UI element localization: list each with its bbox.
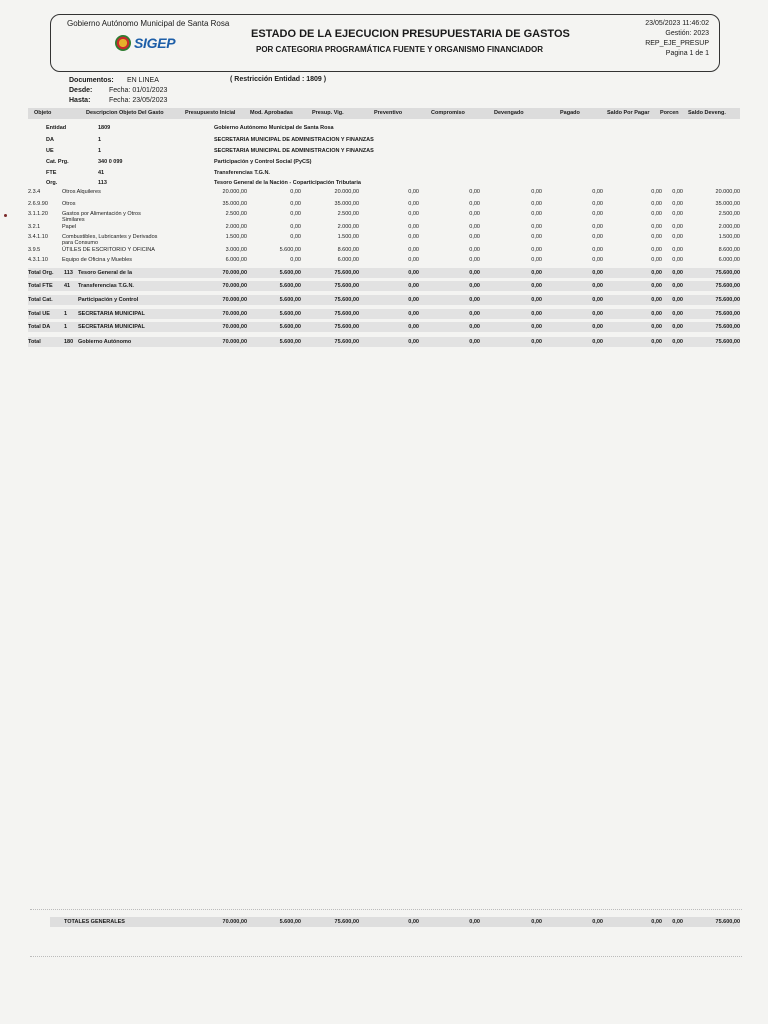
total-row [28,309,740,319]
total-ini: 70.000,00 [222,297,247,303]
cell-comp: 0,00 [469,257,480,263]
cell-sdev: 1.500,00 [718,234,740,240]
total-row [28,281,740,291]
objeto-code: 3.2.1 [28,224,41,230]
cell-sdev: 8.600,00 [718,247,740,253]
total-sdev: 75.600,00 [715,339,740,345]
grand-total-label: TOTALES GENERALES [64,919,125,925]
total-vig: 75.600,00 [334,283,359,289]
cell-vig: 35.000,00 [334,201,359,207]
total-mod: 5.600,00 [279,283,301,289]
total-sdev: 75.600,00 [715,297,740,303]
total-comp: 0,00 [469,339,480,345]
col-porcen: Porcen [660,110,679,116]
total-code: 1 [64,311,68,317]
cell-por: 0,00 [672,189,683,195]
col-descripcion: Descripcion Objeto Del Gasto [86,110,164,116]
total-por: 0,00 [672,297,683,303]
total-dev: 0,00 [531,283,542,289]
cell-comp: 0,00 [469,224,480,230]
heading-label: UE [46,148,54,154]
heading-code: 340 0 099 [98,159,123,165]
total-pag: 0,00 [592,297,603,303]
heading-code: 1809 [98,125,111,131]
report-title: ESTADO DE LA EJECUCION PRESUPUESTARIA DE GASTOS [251,28,570,40]
total-row [28,268,740,278]
logo-text: SIGEP [134,35,176,51]
total-label: Total Cat. [28,297,53,303]
total-code: 180 [64,339,74,345]
grand-total-comp: 0,00 [469,919,480,925]
cell-pag: 0,00 [592,189,603,195]
grand-total-pag: 0,00 [592,919,603,925]
total-prev: 0,00 [408,339,419,345]
total-ini: 70.000,00 [222,324,247,330]
cell-prev: 0,00 [408,189,419,195]
cell-pag: 0,00 [592,211,603,217]
cell-ini: 2.000,00 [225,224,247,230]
report-code: REP_EJE_PRESUP [645,40,709,47]
heading-desc: Gobierno Autónomo Municipal de Santa Rosa [214,125,334,131]
cell-spp: 0,00 [651,189,662,195]
col-preventivo: Preventivo [374,110,403,116]
gasto-description: Otros [62,201,76,207]
total-sdev: 75.600,00 [715,324,740,330]
total-sdev: 75.600,00 [715,311,740,317]
table-header [28,108,740,119]
cell-spp: 0,00 [651,234,662,240]
objeto-code: 4.3.1.10 [28,257,48,263]
total-spp: 0,00 [651,297,662,303]
total-pag: 0,00 [592,339,603,345]
total-label: Total Org. [28,270,54,276]
grand-total-mod: 5.600,00 [279,919,301,925]
report-filters [69,76,167,106]
total-comp: 0,00 [469,297,480,303]
total-spp: 0,00 [651,311,662,317]
entity-name: Gobierno Autónomo Municipal de Santa Rosa [67,19,230,28]
coat-of-arms-icon [115,35,131,51]
objeto-code: 2.6.9.90 [28,201,48,207]
total-vig: 75.600,00 [334,297,359,303]
total-code: 1 [64,324,68,330]
total-dev: 0,00 [531,297,542,303]
sigep-logo [115,35,175,51]
divider [30,909,742,910]
heading-label: FTE [46,170,57,176]
cell-mod: 0,00 [290,257,301,263]
cell-por: 0,00 [672,201,683,207]
cell-mod: 0,00 [290,189,301,195]
total-desc: Transferencias T.G.N. [78,283,134,289]
cell-comp: 0,00 [469,234,480,240]
cell-dev: 0,00 [531,201,542,207]
total-desc: Gobierno Autónomo [78,339,132,345]
cell-por: 0,00 [672,257,683,263]
cell-pag: 0,00 [592,201,603,207]
total-spp: 0,00 [651,324,662,330]
cell-por: 0,00 [672,247,683,253]
report-gestion: Gestión: 2023 [665,30,709,37]
cell-por: 0,00 [672,211,683,217]
total-desc: Tesoro General de la [78,270,133,276]
hasta-label: Hasta: [69,97,91,104]
total-spp: 0,00 [651,270,662,276]
total-por: 0,00 [672,311,683,317]
cell-prev: 0,00 [408,257,419,263]
grand-total-sdev: 75.600,00 [715,919,740,925]
total-por: 0,00 [672,324,683,330]
total-code: 113 [64,270,73,276]
total-label: Total DA [28,324,51,330]
cell-mod: 5.600,00 [279,247,301,253]
report-subtitle: POR CATEGORIA PROGRAMÁTICA FUENTE Y ORGANISMO FINANCIADOR [256,45,543,54]
cell-comp: 0,00 [469,211,480,217]
col-saldo-por-pagar: Saldo Por Pagar [607,110,650,116]
total-spp: 0,00 [651,339,662,345]
total-comp: 0,00 [469,270,480,276]
cell-spp: 0,00 [651,257,662,263]
cell-prev: 0,00 [408,201,419,207]
cell-vig: 1.500,00 [337,234,359,240]
cell-prev: 0,00 [408,224,419,230]
hasta-value: Fecha: 23/05/2023 [109,97,168,104]
gasto-description-cont: para Consumo [62,240,99,246]
total-ini: 70.000,00 [222,283,247,289]
total-ini: 70.000,00 [222,339,247,345]
heading-code: 1 [98,148,102,154]
grand-total-vig: 75.600,00 [334,919,359,925]
total-sdev: 75.600,00 [715,270,740,276]
grand-total-prev: 0,00 [408,919,419,925]
cell-ini: 3.000,00 [225,247,247,253]
total-mod: 5.600,00 [279,270,301,276]
gasto-description: Papel [62,224,77,230]
total-pag: 0,00 [592,311,603,317]
documentos-value: EN LINEA [127,77,159,84]
cell-por: 0,00 [672,224,683,230]
cell-comp: 0,00 [469,189,480,195]
total-row [28,322,740,332]
total-prev: 0,00 [408,311,419,317]
total-comp: 0,00 [469,283,480,289]
cell-prev: 0,00 [408,211,419,217]
total-comp: 0,00 [469,311,480,317]
objeto-code: 3.9.5 [28,247,41,253]
col-presup-vig: Presup. Vig. [312,110,344,116]
heading-code: 41 [98,170,105,176]
cell-ini: 20.000,00 [222,189,247,195]
report-datetime: 23/05/2023 11:46:02 [645,20,709,27]
total-ini: 70.000,00 [222,270,247,276]
total-dev: 0,00 [531,339,542,345]
total-prev: 0,00 [408,297,419,303]
col-compromiso: Compromiso [431,110,465,116]
heading-desc: Transferencias T.G.N. [214,170,270,176]
total-desc: SECRETARIA MUNICIPAL [78,311,145,317]
total-label: Total UE [28,311,50,317]
grand-total-ini: 70.000,00 [222,919,247,925]
total-vig: 75.600,00 [334,311,359,317]
cell-dev: 0,00 [531,247,542,253]
total-por: 0,00 [672,339,683,345]
total-pag: 0,00 [592,270,603,276]
cell-sdev: 2.500,00 [718,211,740,217]
heading-desc: Participación y Control Social (PyCS) [214,159,312,165]
col-pagado: Pagado [560,110,580,116]
grand-total-spp: 0,00 [651,919,662,925]
cell-sdev: 35.000,00 [715,201,740,207]
grand-total-por: 0,00 [672,919,683,925]
divider [30,956,742,957]
cell-ini: 35.000,00 [222,201,247,207]
total-spp: 0,00 [651,283,662,289]
desde-value: Fecha: 01/01/2023 [109,87,168,94]
total-prev: 0,00 [408,324,419,330]
cell-sdev: 2.000,00 [718,224,740,230]
total-dev: 0,00 [531,270,542,276]
cell-ini: 6.000,00 [225,257,247,263]
total-por: 0,00 [672,283,683,289]
total-comp: 0,00 [469,324,480,330]
cell-dev: 0,00 [531,189,542,195]
heading-label: Entidad [46,125,67,131]
total-desc: Participación y Control [78,297,139,303]
heading-label: DA [46,137,54,143]
desde-label: Desde: [69,87,93,94]
total-dev: 0,00 [531,311,542,317]
report-header [50,14,720,72]
cell-vig: 20.000,00 [334,189,359,195]
total-code: 41 [64,283,71,289]
cell-pag: 0,00 [592,224,603,230]
heading-label: Org. [46,180,58,186]
cell-comp: 0,00 [469,201,480,207]
total-label: Total [28,339,41,345]
heading-code: 1 [98,137,102,143]
heading-desc: SECRETARIA MUNICIPAL DE ADMINISTRACION Y FINANZAS [214,137,374,143]
total-mod: 5.600,00 [279,339,301,345]
gasto-description: ÚTILES DE ESCRITORIO Y OFICINA [62,247,155,253]
total-prev: 0,00 [408,270,419,276]
total-mod: 5.600,00 [279,297,301,303]
total-pag: 0,00 [592,283,603,289]
cell-pag: 0,00 [592,234,603,240]
cell-spp: 0,00 [651,201,662,207]
objeto-code: 3.4.1.10 [28,234,48,240]
total-vig: 75.600,00 [334,339,359,345]
gasto-description: Equipo de Oficina y Muebles [62,257,133,263]
total-ini: 70.000,00 [222,311,247,317]
col-objeto: Objeto [34,110,52,116]
total-mod: 5.600,00 [279,324,301,330]
cell-spp: 0,00 [651,211,662,217]
cell-spp: 0,00 [651,224,662,230]
cell-mod: 0,00 [290,211,301,217]
cell-vig: 8.600,00 [337,247,359,253]
cell-sdev: 20.000,00 [715,189,740,195]
total-prev: 0,00 [408,283,419,289]
total-vig: 75.600,00 [334,324,359,330]
total-dev: 0,00 [531,324,542,330]
total-pag: 0,00 [592,324,603,330]
total-row [28,295,740,305]
heading-label: Cat. Prg. [46,159,69,165]
page-number: Pagina 1 de 1 [665,50,709,57]
gasto-description: Combustibles, Lubricantes y Derivados [62,234,158,240]
cell-sdev: 6.000,00 [718,257,740,263]
objeto-code: 3.1.1.20 [28,211,48,217]
heading-desc: SECRETARIA MUNICIPAL DE ADMINISTRACION Y FINANZAS [214,148,374,154]
total-por: 0,00 [672,270,683,276]
cell-prev: 0,00 [408,234,419,240]
total-desc: SECRETARIA MUNICIPAL [78,324,145,330]
scan-speck [4,214,7,217]
cell-dev: 0,00 [531,211,542,217]
objeto-code: 2.3.4 [28,189,41,195]
grand-total-dev: 0,00 [531,919,542,925]
heading-code: 113 [98,180,107,186]
gasto-description: Gastos por Alimentación y Otros [62,211,141,217]
col-saldo-deveng: Saldo Deveng. [688,110,726,116]
cell-vig: 2.500,00 [337,211,359,217]
total-row [28,337,740,347]
cell-prev: 0,00 [408,247,419,253]
cell-vig: 6.000,00 [337,257,359,263]
col-devengado: Devengado [494,110,524,116]
heading-desc: Tesoro General de la Nación - Coparticipación Tributaria [214,180,361,186]
cell-mod: 0,00 [290,201,301,207]
total-sdev: 75.600,00 [715,283,740,289]
cell-vig: 2.000,00 [337,224,359,230]
col-mod-aprobadas: Mod. Aprobadas [250,110,293,116]
cell-pag: 0,00 [592,247,603,253]
grand-total-row [50,917,740,927]
cell-spp: 0,00 [651,247,662,253]
cell-mod: 0,00 [290,224,301,230]
cell-mod: 0,00 [290,234,301,240]
restriccion-entidad: ( Restricción Entidad : 1809 ) [230,76,327,83]
gasto-description: Otros Alquileres [62,189,101,195]
col-presupuesto-inicial: Presupuesto Inicial [185,110,236,116]
documentos-label: Documentos: [69,77,114,84]
cell-por: 0,00 [672,234,683,240]
total-label: Total FTE [28,283,53,289]
cell-dev: 0,00 [531,234,542,240]
cell-pag: 0,00 [592,257,603,263]
total-vig: 75.600,00 [334,270,359,276]
cell-ini: 2.500,00 [225,211,247,217]
cell-ini: 1.500,00 [225,234,247,240]
report-meta [645,19,709,59]
cell-dev: 0,00 [531,257,542,263]
cell-comp: 0,00 [469,247,480,253]
cell-dev: 0,00 [531,224,542,230]
gasto-description-cont: Similares [62,217,85,223]
total-mod: 5.600,00 [279,311,301,317]
